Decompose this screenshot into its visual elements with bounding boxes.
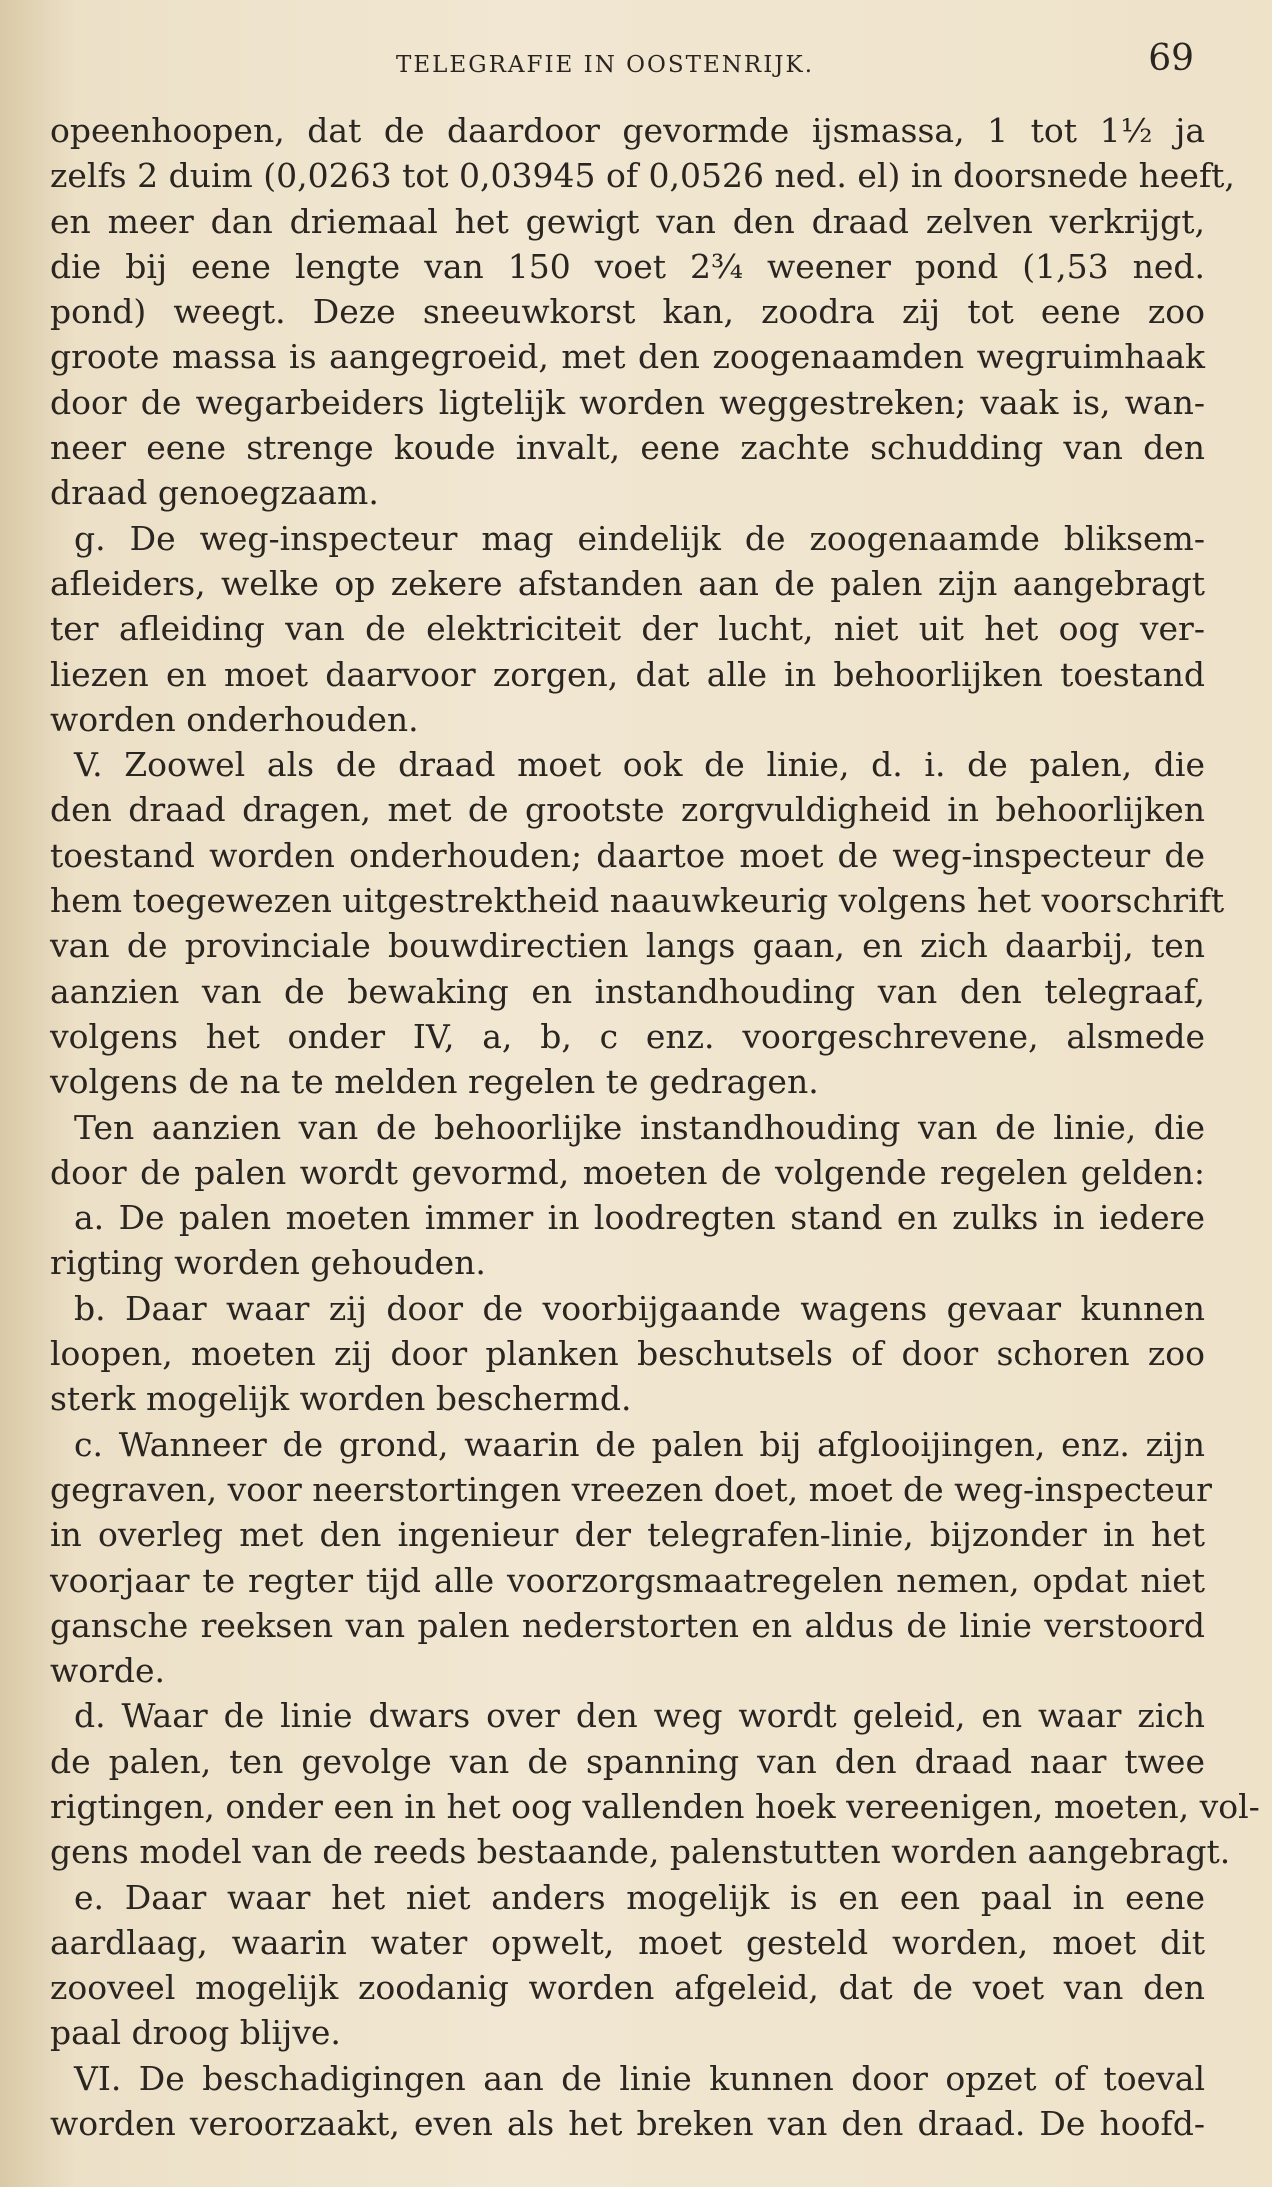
body-text	[50, 108, 1260, 2146]
text-line: de palen, ten gevolge van de spanning van den draad naar twee	[50, 1741, 1205, 1781]
text-line: sterk mogelijk worden beschermd.	[50, 1379, 632, 1419]
text-line: worden veroorzaakt, even als het breken van den draad. De hoofd-	[50, 2104, 1205, 2144]
running-head: TELEGRAFIE IN OOSTENRIJK.	[396, 52, 814, 78]
text-line: worde.	[50, 1651, 166, 1691]
text-line: zooveel mogelijk zoodanig worden afgeleid, dat de voet van den	[50, 1968, 1205, 2008]
text-line: van de provinciale bouwdirectien langs gaan, en zich daarbij, ten	[50, 926, 1205, 966]
text-line: die bij eene lengte van 150 voet 2¾ weener pond (1,53 ned.	[50, 246, 1205, 286]
text-line: gens model van de reeds bestaande, palenstutten worden aangebragt.	[50, 1832, 1231, 1872]
text-line: groote massa is aangegroeid, met den zoogenaamden wegruimhaak	[50, 337, 1205, 377]
text-line: gegraven, voor neerstortingen vreezen doet, moet de weg-inspecteur	[50, 1469, 1212, 1509]
text-line: e. Daar waar het niet anders mogelijk is en een paal in eene	[74, 1877, 1205, 1917]
text-line: hem toegewezen uitgestrektheid naauwkeurig volgens het voorschrift	[50, 881, 1225, 921]
text-line: zelfs 2 duim (0,0263 tot 0,03945 of 0,0526 ned. el) in doorsnede heeft,	[50, 156, 1235, 196]
text-line: pond) weegt. Deze sneeuwkorst kan, zoodra zij tot eene zoo	[50, 292, 1205, 332]
page-header	[52, 38, 1204, 88]
text-line: g. De weg-inspecteur mag eindelijk de zoogenaamde bliksem-	[74, 518, 1205, 558]
text-line: volgens de na te melden regelen te gedragen.	[50, 1062, 819, 1102]
text-line: afleiders, welke op zekere afstanden aan de palen zijn aangebragt	[50, 563, 1205, 603]
text-line: den draad dragen, met de grootste zorgvuldigheid in behoorlijken	[50, 790, 1205, 830]
text-line: VI. De beschadigingen aan de linie kunnen door opzet of toeval	[74, 2058, 1205, 2098]
text-line: liezen en moet daarvoor zorgen, dat alle in behoorlijken toestand	[50, 654, 1205, 694]
text-line: voorjaar te regter tijd alle voorzorgsmaatregelen nemen, opdat niet	[50, 1560, 1205, 1600]
text-line: d. Waar de linie dwars over den weg wordt geleid, en waar zich	[74, 1696, 1205, 1736]
text-line: Ten aanzien van de behoorlijke instandhouding van de linie, die	[74, 1107, 1205, 1147]
text-line: a. De palen moeten immer in loodregten stand en zulks in iedere	[74, 1198, 1205, 1238]
text-line: ter afleiding van de elektriciteit der lucht, niet uit het oog ver-	[50, 609, 1205, 649]
text-line: aanzien van de bewaking en instandhouding van den telegraaf,	[50, 971, 1205, 1011]
text-line: door de wegarbeiders ligtelijk worden weggestreken; vaak is, wan-	[50, 382, 1205, 422]
text-line: aardlaag, waarin water opwelt, moet gesteld worden, moet dit	[50, 1922, 1205, 1962]
text-line: rigting worden gehouden.	[50, 1243, 486, 1283]
page-number: 69	[1148, 38, 1194, 79]
text-line: en meer dan driemaal het gewigt van den draad zelven verkrijgt,	[50, 201, 1205, 241]
text-line: c. Wanneer de grond, waarin de palen bij afglooijingen, enz. zijn	[74, 1424, 1205, 1464]
text-line: opeenhoopen, dat de daardoor gevormde ijsmassa, 1 tot 1½ ja	[50, 111, 1205, 150]
text-line: worden onderhouden.	[50, 699, 419, 739]
text-line: rigtingen, onder een in het oog vallenden hoek vereenigen, moeten, vol-	[50, 1786, 1260, 1826]
text-line: toestand worden onderhouden; daartoe moet de weg-inspecteur de	[50, 835, 1205, 875]
text-line: paal droog blijve.	[50, 2013, 341, 2053]
text-line: neer eene strenge koude invalt, eene zachte schudding van den	[50, 428, 1205, 468]
text-line: b. Daar waar zij door de voorbijgaande wagens gevaar kunnen	[74, 1288, 1205, 1328]
text-line: in overleg met den ingenieur der telegrafen-linie, bijzonder in het	[50, 1515, 1205, 1555]
text-line: V. Zoowel als de draad moet ook de linie, d. i. de palen, die	[74, 745, 1205, 785]
text-line: draad genoegzaam.	[50, 473, 379, 513]
text-line: loopen, moeten zij door planken beschutsels of door schoren zoo	[50, 1334, 1205, 1374]
text-line: gansche reeksen van palen nederstorten en aldus de linie verstoord	[50, 1605, 1205, 1645]
text-line: door de palen wordt gevormd, moeten de volgende regelen gelden:	[50, 1152, 1205, 1192]
text-line: volgens het onder IV, a, b, c enz. voorgeschrevene, alsmede	[50, 1016, 1205, 1056]
